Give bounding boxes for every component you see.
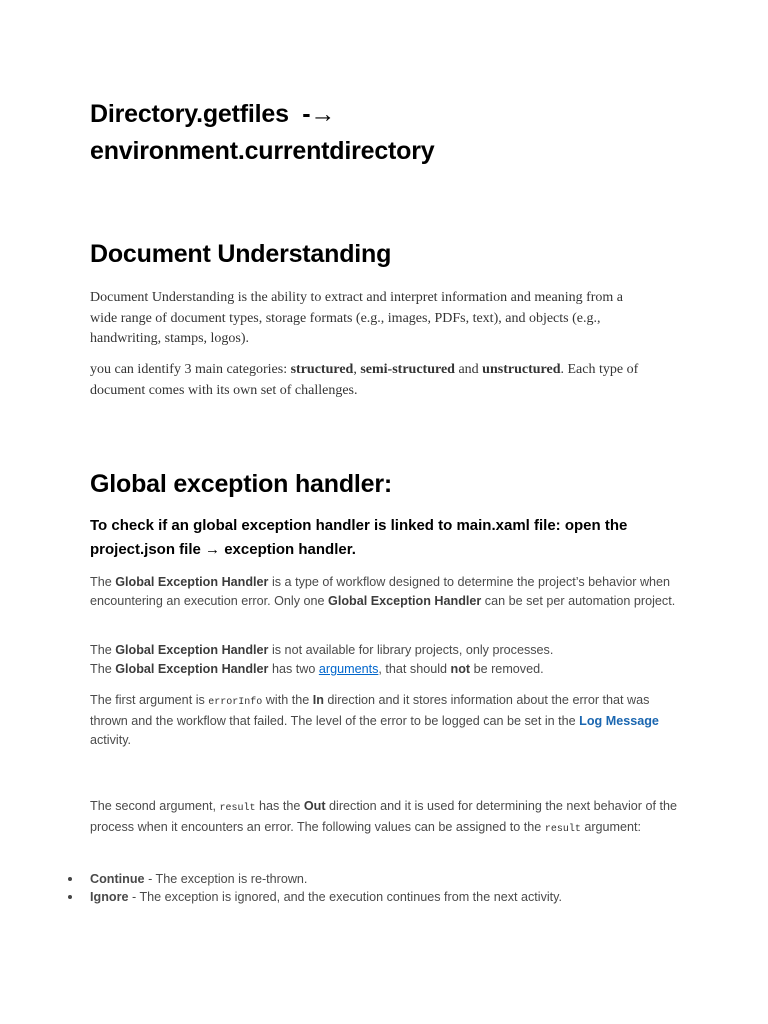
heading-document-understanding: Document Understanding bbox=[90, 240, 392, 268]
heading-directory-getfiles bbox=[90, 96, 435, 170]
bullet-icon bbox=[68, 895, 72, 899]
log-message-link[interactable]: Log Message bbox=[579, 714, 659, 728]
arguments-link[interactable]: arguments bbox=[318, 662, 379, 676]
code-result: result bbox=[544, 824, 581, 835]
geh-paragraph-2: The Global Exception Handler is not available for library projects, only processes. The Global Exception Handler has two arguments, that should not be removed. bbox=[90, 643, 554, 676]
category-unstructured: unstructured bbox=[482, 362, 561, 377]
code-result: result bbox=[219, 803, 256, 814]
heading-line-1: Directory.getfiles -→ bbox=[90, 100, 336, 128]
bullet-icon bbox=[68, 877, 72, 881]
du-paragraph-1: Document Understanding is the ability to extract and interpret information and meaning from a wide range of document types, storage formats (e.g., images, PDFs, text), and objects (e.g., handwriting, stamps, logos). bbox=[90, 290, 624, 346]
category-structured: structured bbox=[290, 362, 354, 377]
geh-paragraph-1: The Global Exception Handler is a type of workflow designed to determine the project’s behavior when encountering an execution error. Only one Global Exception Handler can be set per automation project. bbox=[90, 575, 676, 608]
arrow-icon: -→ bbox=[302, 100, 336, 128]
arrow-icon: → bbox=[205, 541, 221, 558]
heading-line-2: environment.currentdirectory bbox=[90, 137, 435, 165]
list-item-continue: Continue - The exception is re-thrown. bbox=[90, 870, 690, 888]
geh-paragraph-4: The second argument, result has the Out direction and it is used for determining the next behavior of the process when it encounters an error. The following values can be assigned to the result argument: bbox=[90, 799, 677, 835]
geh-paragraph-3: The first argument is errorInfo with the In direction and it stores information about the error that was thrown and the workflow that failed. The level of the error to be logged can be set in the Log Message activity. bbox=[90, 693, 659, 747]
heading-global-exception-handler: Global exception handler: bbox=[90, 470, 392, 498]
code-errorinfo: errorInfo bbox=[208, 697, 263, 708]
result-values-list bbox=[90, 870, 690, 906]
category-semi-structured: semi-structured bbox=[360, 362, 455, 377]
du-paragraph-2: you can identify 3 main categories: structured, semi-structured and unstructured. Each type of document comes with its own set of challenges. bbox=[90, 362, 639, 398]
list-item-ignore: Ignore - The exception is ignored, and the execution continues from the next activity. bbox=[90, 888, 690, 906]
subheading-check-handler: To check if an global exception handler is linked to main.xaml file: open the project.json file → exception handler. bbox=[90, 517, 628, 558]
